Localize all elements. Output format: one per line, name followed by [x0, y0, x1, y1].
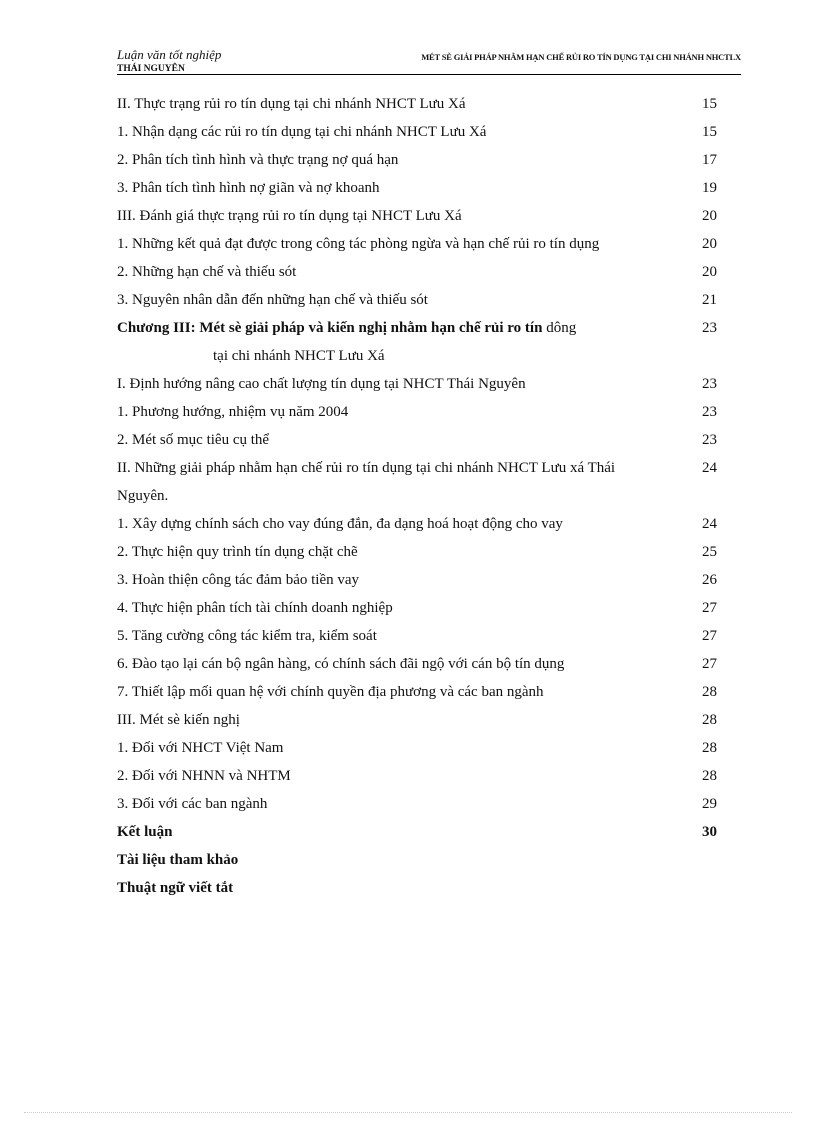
toc-page-number: 25 [702, 544, 717, 560]
toc-page-number: 27 [702, 628, 717, 644]
toc-page-number: 23 [702, 432, 717, 448]
toc-entry: II. Những giải pháp nhằm hạn chế rủi ro tín dụng tại chi nhánh NHCT Lưu xá Thái Nguyên. 24 [117, 454, 717, 510]
toc-entry: 5. Tăng cường công tác kiểm tra, kiểm soát 27 [117, 622, 717, 650]
toc-page-number: 24 [702, 460, 717, 476]
toc-entry: 1. Phương hướng, nhiệm vụ năm 2004 23 [117, 398, 717, 426]
toc-entry: 2. Mét số mục tiêu cụ thể 23 [117, 426, 717, 454]
toc-entry: 1. Những kết quả đạt được trong công tác phòng ngừa và hạn chế rủi ro tín dụng 20 [117, 230, 717, 258]
toc-page-number: 15 [702, 124, 717, 140]
toc-page-number: 28 [702, 684, 717, 700]
toc-chapter-entry: Chương III: Mét sè giải pháp và kiến nghị nhằm hạn chế rủi ro tín dông tại chi nhánh NHCT Lưu Xá 23 [117, 314, 717, 370]
toc-entry-abbreviations: Thuật ngữ viết tắt [117, 880, 234, 896]
toc-entry: 1. Xây dựng chính sách cho vay đúng đắn, đa dạng hoá hoạt động cho vay 24 [117, 510, 717, 538]
toc-page-number: 23 [702, 320, 717, 336]
toc-page-number: 17 [702, 152, 717, 168]
toc-entry: 1. Nhận dạng các rủi ro tín dụng tại chi nhánh NHCT Lưu Xá 15 [117, 118, 717, 146]
toc-page-number: 28 [702, 740, 717, 756]
toc-entry: I. Định hướng nâng cao chất lượng tín dụng tại NHCT Thái Nguyên 23 [117, 370, 717, 398]
toc-entry: III. Đánh giá thực trạng rủi ro tín dụng tại NHCT Lưu Xá 20 [117, 202, 717, 230]
toc-entry-references: Tài liệu tham khảo [117, 852, 239, 868]
toc-entry: 2. Thực hiện quy trình tín dụng chặt chẽ 25 [117, 538, 717, 566]
toc-page-number: 29 [702, 796, 717, 812]
toc-page-number: 15 [702, 96, 717, 112]
page-bottom-divider [24, 1112, 792, 1113]
toc-page-number: 27 [702, 656, 717, 672]
toc-page-number: 30 [702, 824, 717, 840]
toc-page-number: 21 [702, 292, 717, 308]
toc-entry: 6. Đào tạo lại cán bộ ngân hàng, có chính sách đãi ngộ với cán bộ tín dụng 27 [117, 650, 717, 678]
chapter-heading-continued: tại chi nhánh NHCT Lưu Xá [213, 348, 385, 364]
toc-entry: 3. Phân tích tình hình nợ giãn và nợ khoanh 19 [117, 174, 717, 202]
chapter-heading: Chương III: Mét sè giải pháp và kiến nghị nhằm hạn chế rủi ro tín [117, 320, 543, 336]
header-title: MÉT SÈ GIẢI PHÁP NHẰM HẠN CHẾ RỦI RO TÍN DỤNG TẠI CHI NHÁNH NHCTLX [421, 52, 741, 62]
toc-entry: 3. Nguyên nhân dẫn đến những hạn chế và thiếu sót 21 [117, 286, 717, 314]
toc-entry: 2. Những hạn chế và thiếu sót 20 [117, 258, 717, 286]
header-location: THÁI NGUYÊN [117, 64, 185, 74]
toc-entry: 3. Hoàn thiện công tác đảm bảo tiền vay 26 [117, 566, 717, 594]
header-thesis-label: Luận văn tốt nghiệp [117, 47, 222, 62]
toc-entry: III. Mét sè kiến nghị 28 [117, 706, 717, 734]
toc-entry: 3. Đối với các ban ngành 29 [117, 790, 717, 818]
toc-entry-conclusion: Kết luận 30 [117, 818, 717, 846]
toc-page-number: 20 [702, 208, 717, 224]
page-header [117, 48, 741, 75]
toc-page-number: 20 [702, 264, 717, 280]
toc-page-number: 24 [702, 516, 717, 532]
toc-page-number: 27 [702, 600, 717, 616]
toc-page-number: 20 [702, 236, 717, 252]
toc-entry: 7. Thiết lập mối quan hệ với chính quyền địa phương và các ban ngành 28 [117, 678, 717, 706]
toc-page-number: 28 [702, 768, 717, 784]
toc-entry: II. Thực trạng rủi ro tín dụng tại chi nhánh NHCT Lưu Xá 15 [117, 90, 717, 118]
toc-entry: 2. Phân tích tình hình và thực trạng nợ quá hạn 17 [117, 146, 717, 174]
toc-page-number: 23 [702, 376, 717, 392]
toc-entry: 4. Thực hiện phân tích tài chính doanh nghiệp 27 [117, 594, 717, 622]
toc-page-number: 28 [702, 712, 717, 728]
toc-entry: 1. Đối với NHCT Việt Nam 28 [117, 734, 717, 762]
toc-entry: 2. Đối với NHNN và NHTM 28 [117, 762, 717, 790]
toc-page-number: 26 [702, 572, 717, 588]
toc-page-number: 23 [702, 404, 717, 420]
toc-page-number: 19 [702, 180, 717, 196]
table-of-contents [117, 90, 717, 902]
